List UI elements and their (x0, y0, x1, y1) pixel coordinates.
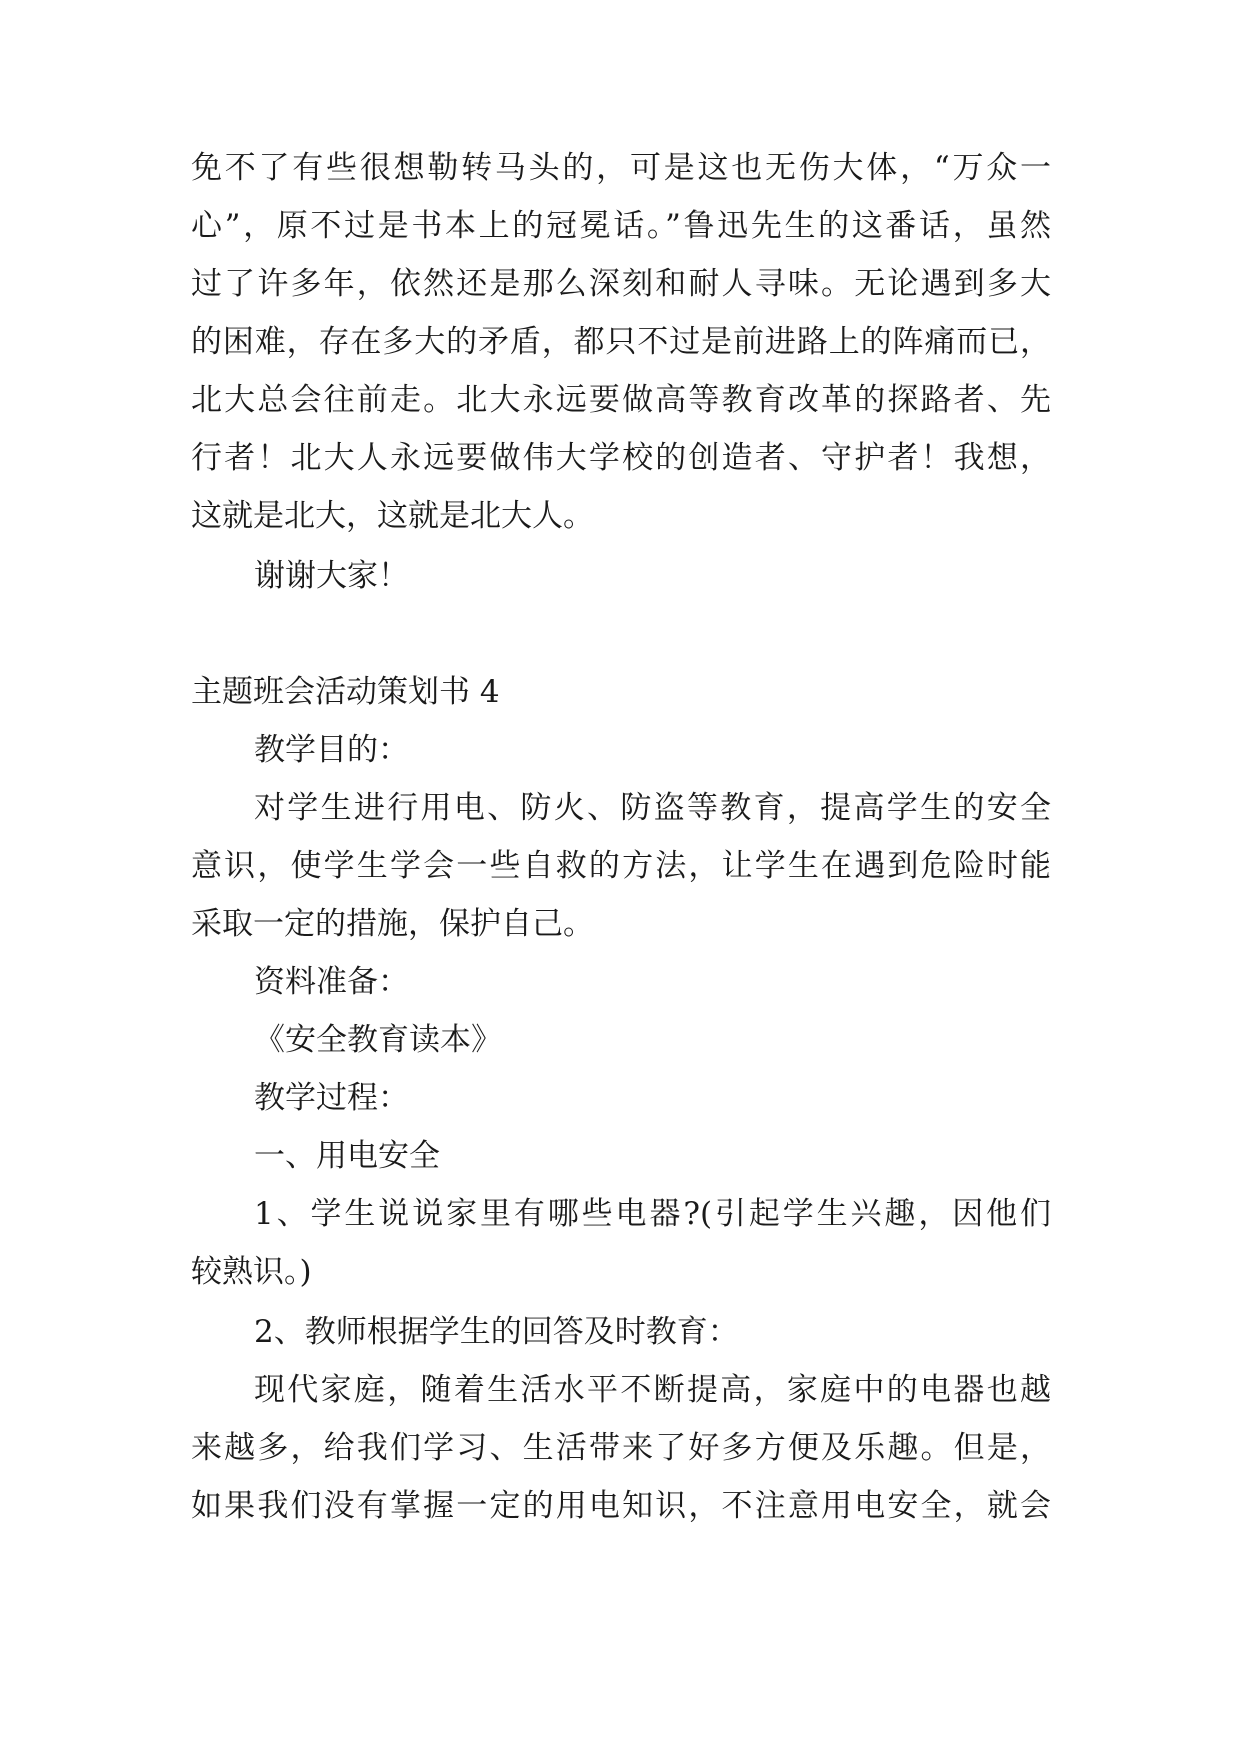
paragraph-line: 免不了有些很想勒转马头的，可是这也无伤大体，“万众一 (191, 150, 1051, 186)
subheading-line: 教学目的： (254, 732, 409, 768)
paragraph-line: 采取一定的措施，保护自己。 (191, 906, 594, 942)
paragraph-line: 这就是北大，这就是北大人。 (191, 498, 594, 534)
book-title-line: 《安全教育读本》 (254, 1022, 502, 1058)
subheading-line: 教学过程： (254, 1080, 409, 1116)
paragraph-line: 北大总会往前走。北大永远要做高等教育改革的探路者、先 (191, 382, 1051, 418)
paragraph-line: 较熟识。) (191, 1254, 312, 1290)
paragraph-line: 行者！北大人永远要做伟大学校的创造者、守护者！我想， (191, 440, 1051, 476)
paragraph-line: 如果我们没有掌握一定的用电知识，不注意用电安全，就会 (191, 1488, 1051, 1524)
subheading-line: 一、用电安全 (254, 1138, 440, 1174)
paragraph-line: 对学生进行用电、防火、防盗等教育，提高学生的安全 (254, 790, 1051, 826)
closing-line: 谢谢大家！ (254, 558, 409, 594)
subheading-line: 资料准备： (254, 964, 409, 1000)
paragraph-line: 心”，原不过是书本上的冠冕话。”鲁迅先生的这番话，虽然 (191, 208, 1051, 244)
paragraph-line: 2、教师根据学生的回答及时教育： (254, 1314, 739, 1350)
paragraph-line: 意识，使学生学会一些自救的方法，让学生在遇到危险时能 (191, 848, 1051, 884)
section-heading: 主题班会活动策划书 4 (191, 674, 500, 710)
paragraph-line: 过了许多年，依然还是那么深刻和耐人寻味。无论遇到多大 (191, 266, 1051, 302)
paragraph-line: 的困难，存在多大的矛盾，都只不过是前进路上的阵痛而已， (191, 324, 1051, 360)
paragraph-line: 1、学生说说家里有哪些电器?(引起学生兴趣，因他们 (254, 1196, 1051, 1232)
paragraph-line: 来越多，给我们学习、生活带来了好多方便及乐趣。但是， (191, 1430, 1051, 1466)
paragraph-line: 现代家庭，随着生活水平不断提高，家庭中的电器也越 (254, 1372, 1051, 1408)
